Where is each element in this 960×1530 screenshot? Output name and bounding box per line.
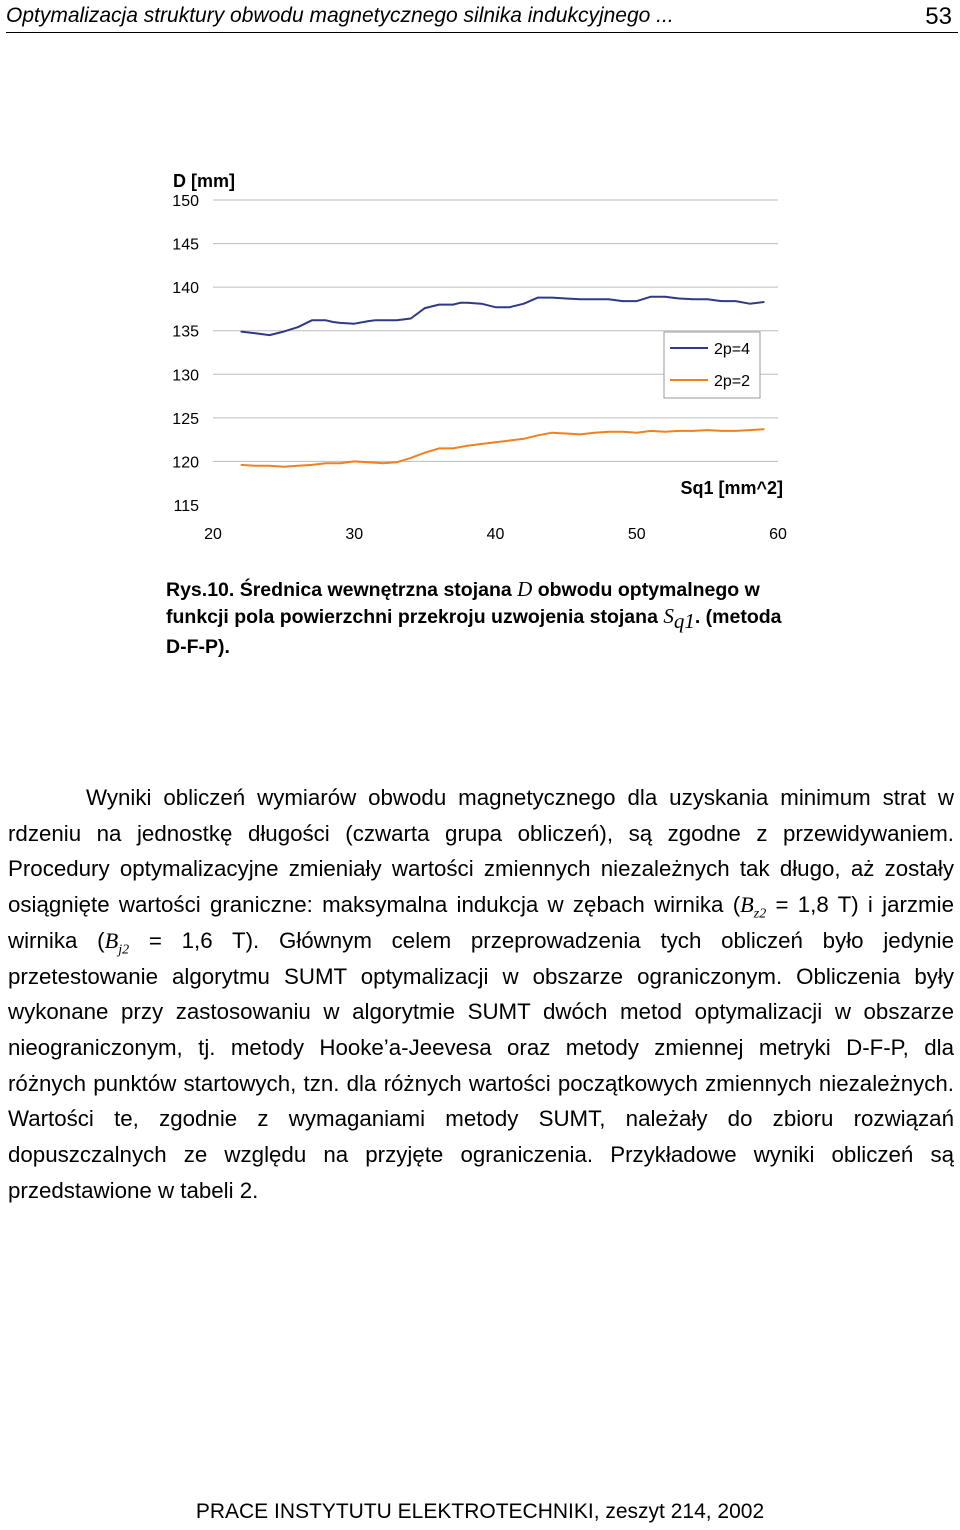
- data-point: [438, 448, 440, 450]
- data-point: [636, 300, 638, 302]
- data-point: [537, 434, 539, 436]
- data-point: [240, 464, 242, 466]
- y-tick-label-135: 135: [172, 323, 199, 341]
- data-point: [509, 306, 511, 308]
- data-point: [353, 461, 355, 463]
- data-point: [551, 432, 553, 434]
- data-point: [579, 434, 581, 436]
- caption-middle: obwodu optymalnego w funkcji pola powierzchni przekroju uzwojenia stojana: [166, 579, 760, 628]
- data-point: [325, 462, 327, 464]
- body-text-part2: = 1,8 T) i jarzmie wirnika (: [8, 892, 954, 953]
- subscript-z2: z2: [753, 906, 767, 922]
- caption-symbol-d: D: [517, 577, 533, 601]
- data-point: [650, 430, 652, 432]
- data-point: [452, 304, 454, 306]
- data-point: [481, 443, 483, 445]
- data-point: [579, 299, 581, 301]
- data-point: [763, 301, 765, 303]
- caption-subscript-q1: q1: [673, 608, 695, 633]
- caption-symbol-s: S: [663, 604, 674, 628]
- data-point: [459, 302, 461, 304]
- data-point: [396, 462, 398, 464]
- data-point: [523, 303, 525, 305]
- data-point: [763, 428, 765, 430]
- data-point: [255, 333, 257, 335]
- body-text-part1: Wyniki obliczeń wymiarów obwodu magnetycznego dla uzyskania minimum strat w rdzeniu na jednostkę długości (czwarta grupa obliczeń), są zgodne z przewidywaniem. Procedury optymalizacyjne zmieniały wartości zmiennych niezależnych tak długo, aż zostały osiągnięte wartości graniczne: maksymalna indukcja w zębach wirnika (: [8, 785, 954, 918]
- data-point: [424, 452, 426, 454]
- data-point: [622, 431, 624, 433]
- y-axis-title: D [mm]: [173, 171, 235, 191]
- data-point: [269, 465, 271, 467]
- data-point: [396, 319, 398, 321]
- data-point: [721, 300, 723, 302]
- data-point: [692, 299, 694, 301]
- data-point: [382, 462, 384, 464]
- caption-prefix: Rys.10. Średnica wewnętrzna stojana: [166, 579, 518, 601]
- data-point: [565, 298, 567, 300]
- body-text-part3: = 1,6 T). Głównym celem przeprowadzenia tych obliczeń było jedynie przetestowanie algorytmu SUMT optymalizacji w obszarze ograniczonym. Obliczenia były wykonane przy zastosowaniu w algorytmie SUMT dwóch metod optymalizacji w obszarze nieograniczonym, tj. metody Hooke’a-Jeevesa oraz metody zmiennej metryki D-F-P, dla różnych punktów startowych, tzn. dla różnych wartości początkowych zmiennych niezależnych. Wartości te, zgodnie z wymaganiami metody SUMT, należały do zbioru rozwiązań dopuszczalnych ze względu na przyjęte ograniczenia. Przykładowe wyniki obliczeń są przedstawione w tabeli 2.: [8, 927, 954, 1203]
- x-tick-label-50: 50: [627, 526, 646, 543]
- series-line-2p=4: [241, 297, 764, 335]
- data-point: [353, 323, 355, 325]
- x-tick-label-40: 40: [486, 526, 505, 543]
- data-point: [297, 326, 299, 328]
- y-tick-label-130: 130: [172, 367, 199, 385]
- data-point: [594, 432, 596, 434]
- x-tick-label-30: 30: [345, 526, 364, 543]
- header-rule: [6, 32, 958, 33]
- page-number: 53: [925, 3, 952, 30]
- data-point: [424, 307, 426, 309]
- x-tick-label-20: 20: [204, 526, 222, 543]
- symbol-bj2: B: [104, 927, 119, 953]
- data-point: [608, 431, 610, 433]
- x-tick-label-60: 60: [769, 526, 787, 543]
- data-point: [325, 319, 327, 321]
- data-point: [608, 299, 610, 301]
- data-point: [438, 304, 440, 306]
- data-point: [297, 465, 299, 467]
- body-paragraph: [8, 780, 954, 1208]
- caption-suffix: . (metoda D-F-P).: [166, 606, 782, 658]
- data-point: [664, 296, 666, 298]
- data-point: [283, 466, 285, 468]
- data-point: [509, 440, 511, 442]
- y-tick-label-120: 120: [172, 454, 199, 472]
- data-point: [495, 306, 497, 308]
- data-point: [481, 303, 483, 305]
- data-point: [311, 319, 313, 321]
- data-point: [551, 297, 553, 299]
- data-point: [368, 462, 370, 464]
- page-header: [6, 4, 956, 32]
- data-point: [339, 322, 341, 324]
- data-point: [255, 465, 257, 467]
- data-point: [410, 457, 412, 459]
- page-footer: PRACE INSTYTUTU ELEKTROTECHNIKI, zeszyt 214, 2002: [195, 1500, 765, 1523]
- data-point: [452, 448, 454, 450]
- data-point: [735, 430, 737, 432]
- data-point: [240, 331, 242, 333]
- data-point: [749, 303, 751, 305]
- y-tick-label-125: 125: [172, 410, 199, 428]
- chart-legend: [664, 332, 760, 398]
- data-point: [678, 430, 680, 432]
- data-point: [565, 433, 567, 435]
- data-point: [707, 299, 709, 301]
- data-point: [735, 300, 737, 302]
- data-point: [523, 438, 525, 440]
- data-point: [466, 445, 468, 447]
- data-point: [495, 441, 497, 443]
- data-point: [650, 296, 652, 298]
- line-chart: [0, 150, 960, 560]
- data-point: [368, 320, 370, 322]
- y-tick-label-140: 140: [172, 280, 199, 298]
- subscript-j2: j2: [118, 942, 130, 958]
- data-point: [382, 319, 384, 321]
- x-axis-title: Sq1 [mm^2]: [680, 478, 783, 498]
- data-point: [375, 319, 377, 321]
- data-point: [410, 318, 412, 320]
- data-point: [269, 334, 271, 336]
- data-point: [636, 432, 638, 434]
- symbol-bz2: B: [740, 892, 754, 918]
- data-point: [678, 298, 680, 300]
- data-point: [466, 302, 468, 304]
- chart-grid: [213, 200, 778, 461]
- data-point: [692, 430, 694, 432]
- data-point: [311, 464, 313, 466]
- legend-label-2p=4: 2p=4: [714, 341, 751, 358]
- data-point: [332, 321, 334, 323]
- data-point: [664, 431, 666, 433]
- data-point: [749, 429, 751, 431]
- y-tick-label-150: 150: [172, 193, 199, 210]
- data-point: [707, 429, 709, 431]
- y-tick-label-145: 145: [172, 236, 199, 254]
- data-point: [339, 462, 341, 464]
- data-point: [594, 299, 596, 301]
- data-point: [283, 331, 285, 333]
- data-point: [622, 300, 624, 302]
- figure-caption: [166, 576, 786, 660]
- legend-label-2p=2: 2p=2: [714, 373, 751, 390]
- data-point: [721, 430, 723, 432]
- data-point: [537, 297, 539, 299]
- running-title: Optymalizacja struktury obwodu magnetycznego silnika indukcyjnego ...: [6, 4, 674, 27]
- y-tick-label-115: 115: [173, 498, 199, 515]
